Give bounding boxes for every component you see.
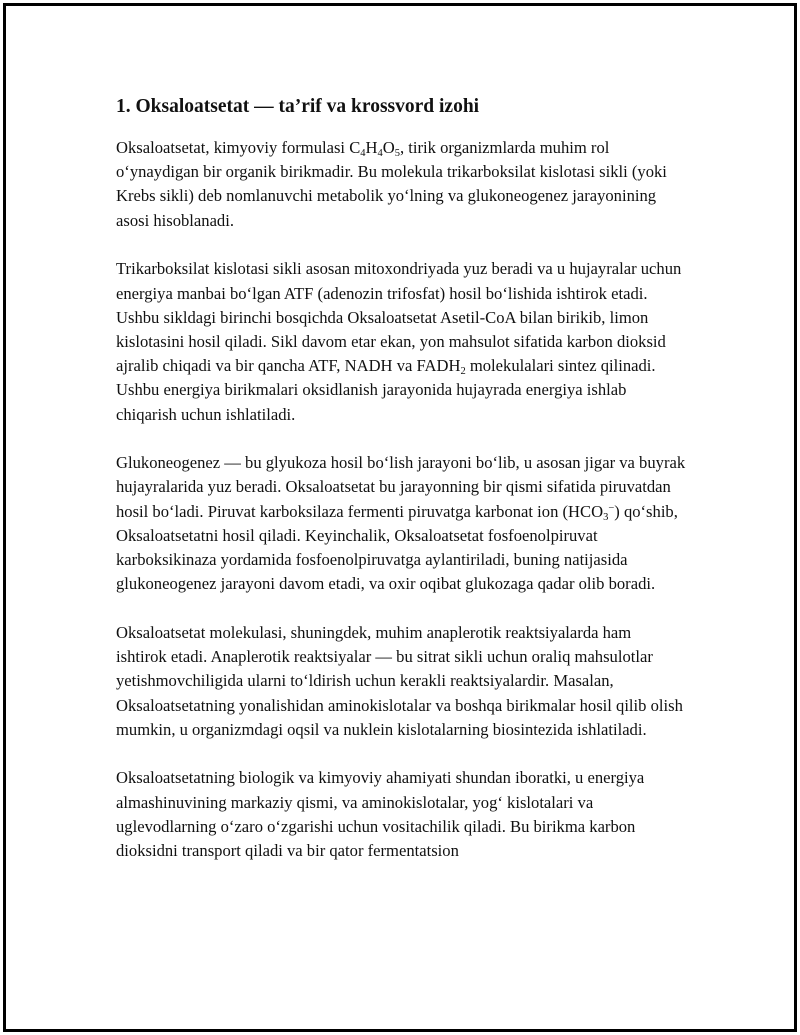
text-run: , tirik organizmlarda muhim rol o‘ynaydigan bir organik birikmadir. Bu molekula trikarboksilat kislotasi sikli (yoki Krebs sikli) deb nomlanuvchi metabolik yo‘lning va glukoneogenez jarayonining asosi hisoblanadi.	[116, 138, 667, 230]
text-run: H	[365, 138, 378, 157]
text-run: O	[382, 138, 395, 157]
subscript: 3	[603, 511, 609, 523]
paragraph	[116, 136, 686, 233]
paragraph	[116, 621, 686, 742]
superscript: −	[608, 502, 615, 514]
text-run: ) qo‘shib, Oksaloatsetatni hosil qiladi. Keyinchalik, Oksaloatsetat fosfoenolpiruvat karboksikinaza yordamida fosfoenolpiruvatga aylantiriladi, buning natijasida glukoneogenez jarayoni davom etadi, va oxir oqibat glukozaga qadar olib boradi.	[116, 501, 678, 594]
subscript: 4	[360, 148, 366, 159]
text-run: molekulalari sintez qilinadi. Ushbu energiya birikmalari oksidlanish jarayonida hujayrada energiya ishlab chiqarish uchun ishlatiladi.	[116, 356, 656, 424]
text-run: Glukoneogenez — bu glyukoza hosil bo‘lish jarayoni bo‘lib, u asosan jigar va buyrak hujayralarida yuz beradi. Oksaloatsetat bu jarayonning bir qismi sifatida piruvatdan hosil bo‘ladi. Piruvat karboksilaza fermenti piruvatga karbonat ion (HCO	[116, 453, 686, 521]
section-heading: 1. Oksaloatsetat — ta’rif va krossvord izohi	[116, 96, 480, 117]
paragraph	[116, 257, 686, 426]
subscript: 5	[394, 148, 400, 159]
paragraph	[116, 766, 686, 863]
paragraph-list	[116, 136, 686, 863]
paragraph	[116, 451, 686, 596]
text-run: Oksaloatsetatning biologik va kimyoviy ahamiyati shundan iboratki, u energiya almashinuvining markaziy qismi, va aminokislotalar, yog‘ kislotalari va uglevodlarning o‘zaro o‘zgarishi uchun vositachilik qiladi. Bu birikma karbon dioksidni transport qiladi va bir qator fermentatsion	[116, 768, 645, 861]
document-body	[116, 92, 686, 888]
subscript: 2	[460, 366, 466, 378]
text-run: Oksaloatsetat molekulasi, shuningdek, muhim anaplerotik reaktsiyalarda ham ishtirok etadi. Anaplerotik reaktsiyalar — bu sitrat sikli uchun oraliq mahsulotlar yetishmovchiligida ularni to‘ldirish uchun kerakli reaktsiyalardir. Masalan, Oksaloatsetatning yonalishidan aminokislotalar va boshqa birikmalar hosil qilib olish mumkin, u organizmdagi oqsil va nuklein kislotalarning biosintezida ishlatiladi.	[116, 622, 683, 739]
subscript: 4	[377, 148, 383, 159]
text-run: Oksaloatsetat, kimyoviy formulasi C	[116, 138, 361, 157]
text-run: Trikarboksilat kislotasi sikli asosan mitoxondriyada yuz beradi va u hujayralar uchun energiya manbai bo‘lgan ATF (adenozin trifosfat) hosil bo‘lishida ishtirok etadi. Ushbu sikldagi birinchi bosqichda Oksaloatsetat Asetil-CoA bilan birikib, limon kislotasini hosil qiladi. Sikl davom etar ekan, yon mahsulot sifatida karbon dioksid ajralib chiqadi va bir qancha ATF, NADH va FADH	[116, 259, 682, 376]
